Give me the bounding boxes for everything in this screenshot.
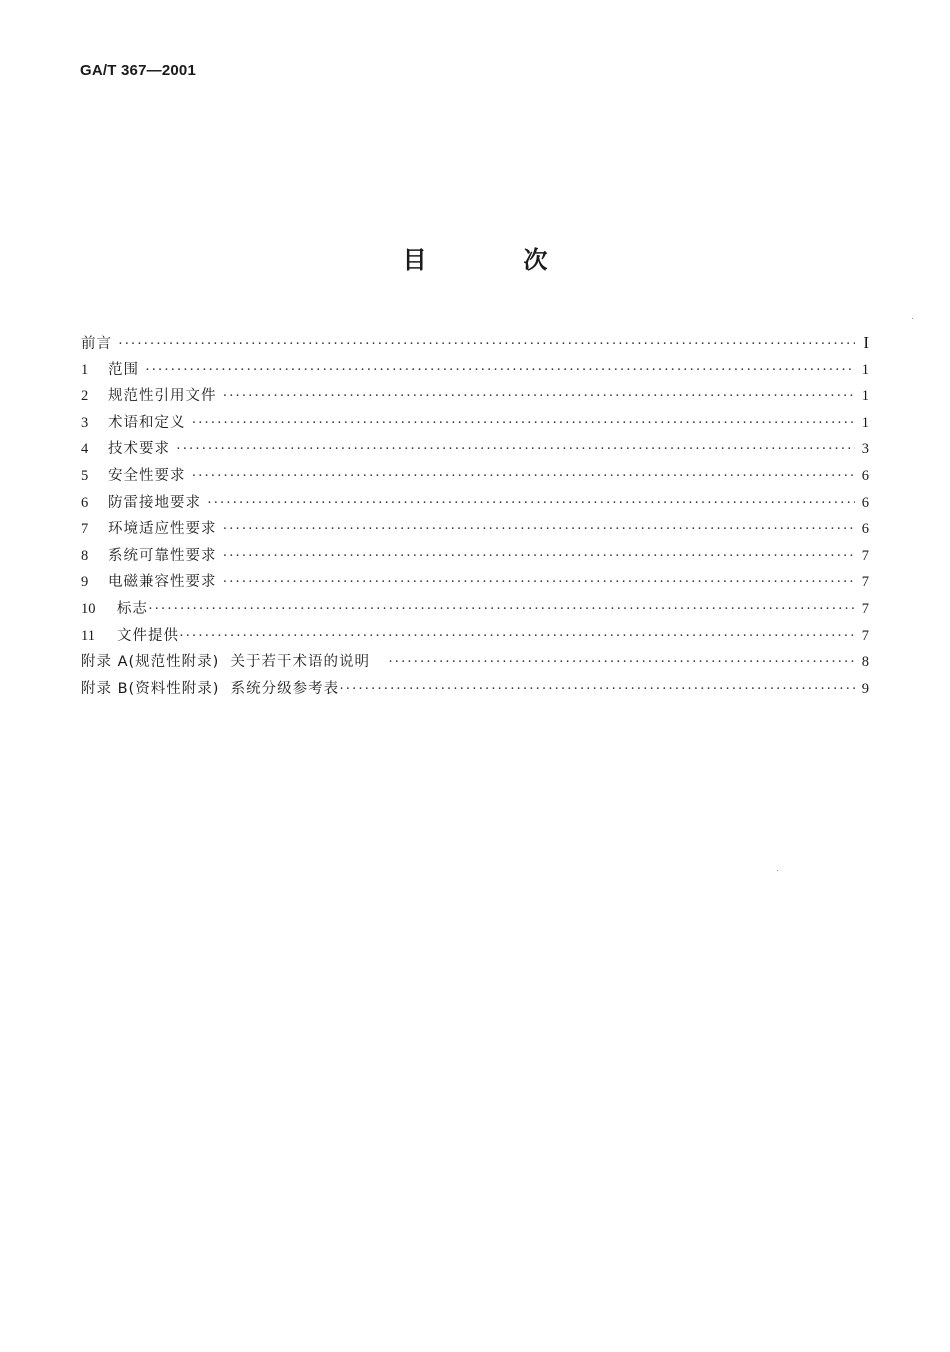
toc-entry-page: 6 (861, 494, 869, 511)
toc-entry-number: 5 (81, 467, 89, 484)
toc-entry-number: 8 (81, 547, 89, 564)
toc-entry-label: 文件提供 (117, 627, 179, 644)
toc-title: 目 次 (402, 246, 548, 274)
toc-entry-label: 防雷接地要求 (108, 494, 201, 511)
toc-entry-number: 11 (81, 627, 95, 644)
toc-entry-page: 6 (861, 521, 869, 538)
dot-leader (388, 649, 855, 676)
dot-leader (118, 331, 855, 358)
toc-entry-label: 术语和定义 (108, 414, 186, 431)
dot-leader (145, 357, 855, 384)
toc-entry-label: 电磁兼容性要求 (108, 574, 217, 591)
toc-entry-foreword[interactable] (81, 330, 869, 357)
toc-entry-label: 规范性引用文件 (108, 388, 217, 405)
toc-entry-page: 1 (861, 414, 869, 431)
toc-entry-number: 7 (81, 521, 89, 538)
dot-leader (179, 623, 855, 650)
table-of-contents (81, 330, 869, 702)
toc-entry-number: 6 (81, 494, 89, 511)
dot-leader (339, 676, 855, 703)
toc-entry-document-provision[interactable] (81, 623, 869, 650)
toc-entry-page: 7 (861, 627, 869, 644)
toc-entry-page: 1 (861, 361, 869, 378)
toc-entry-lightning-grounding[interactable] (81, 490, 869, 517)
dot-leader (192, 463, 856, 490)
toc-entry-label: 附录 A(规范性附录) 关于若干术语的说明 (81, 654, 371, 671)
dot-leader (223, 543, 856, 570)
dot-leader (207, 490, 855, 517)
toc-entry-number: 9 (81, 574, 89, 591)
toc-entry-emc-requirements[interactable] (81, 569, 869, 596)
document-code: GA/T 367—2001 (80, 62, 196, 79)
toc-entry-appendix-a[interactable] (81, 649, 869, 676)
toc-entry-scope[interactable] (81, 357, 869, 384)
toc-entry-number: 1 (81, 361, 89, 378)
dot-leader (192, 410, 856, 437)
toc-entry-normative-references[interactable] (81, 383, 869, 410)
toc-entry-system-reliability[interactable] (81, 543, 869, 570)
toc-entry-page: 1 (861, 388, 869, 405)
toc-entry-page: 7 (861, 574, 869, 591)
toc-entry-label: 附录 B(资料性附录) 系统分级参考表 (81, 680, 340, 697)
scan-speck (777, 870, 778, 871)
toc-entry-number: 10 (81, 600, 96, 617)
dot-leader (223, 383, 856, 410)
toc-entry-label: 技术要求 (108, 441, 170, 458)
toc-entry-page: 3 (861, 441, 869, 458)
toc-entry-label: 范围 (108, 361, 139, 378)
toc-entry-page: 7 (861, 547, 869, 564)
toc-entry-terms-definitions[interactable] (81, 410, 869, 437)
toc-entry-safety-requirements[interactable] (81, 463, 869, 490)
dot-leader (148, 596, 855, 623)
toc-entry-appendix-b[interactable] (81, 676, 869, 703)
toc-entry-page: 8 (861, 654, 869, 671)
toc-entry-page: 6 (861, 467, 869, 484)
toc-entry-label: 环境适应性要求 (108, 521, 217, 538)
toc-entry-number: 2 (81, 388, 89, 405)
dot-leader (223, 569, 856, 596)
toc-entry-label: 标志 (117, 600, 148, 617)
scan-speck (912, 318, 913, 319)
toc-entry-number: 3 (81, 414, 89, 431)
toc-entry-page: 9 (861, 680, 869, 697)
toc-entry-marking[interactable] (81, 596, 869, 623)
toc-entry-environmental-adaptability[interactable] (81, 516, 869, 543)
toc-entry-technical-requirements[interactable] (81, 436, 869, 463)
toc-entry-page: 7 (861, 600, 869, 617)
toc-entry-number: 4 (81, 441, 89, 458)
dot-leader (223, 516, 856, 543)
toc-entry-label: 系统可靠性要求 (108, 547, 217, 564)
toc-entry-page: I (863, 333, 869, 352)
dot-leader (176, 436, 855, 463)
toc-entry-label: 前言 (81, 336, 112, 352)
toc-entry-label: 安全性要求 (108, 467, 186, 484)
